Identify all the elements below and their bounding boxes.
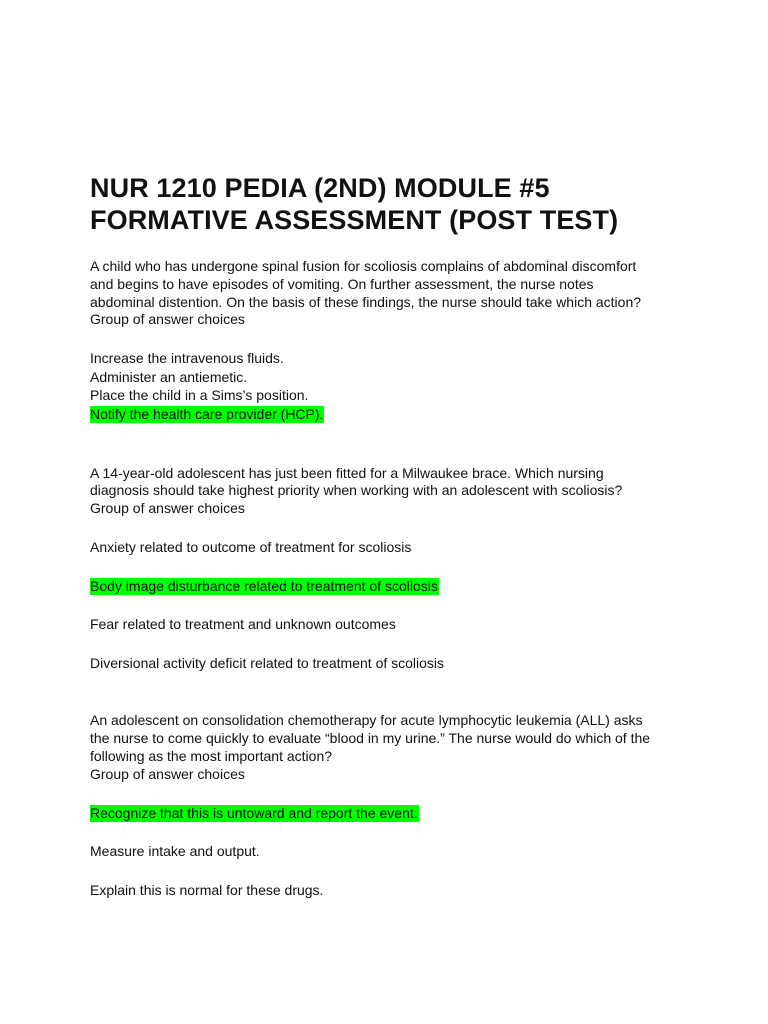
answer-choice: Increase the intravenous fluids. <box>90 350 284 367</box>
document-page <box>90 172 690 899</box>
answer-choice-highlighted <box>90 804 690 823</box>
answer-choice-highlighted <box>90 577 690 596</box>
question-stem-line: Group of answer choices <box>90 500 245 517</box>
correct-answer-highlight: Body image disturbance related to treatment of scoliosis <box>90 577 438 594</box>
answer-choice: Place the child in a Sims’s position. <box>90 387 309 404</box>
question-stem-line: Group of answer choices <box>90 311 245 328</box>
answer-choice: Measure intake and output. <box>90 843 260 860</box>
answer-choice-highlighted <box>90 405 690 424</box>
title-line-2: FORMATIVE ASSESSMENT (POST TEST) <box>90 205 619 235</box>
answer-choice: Administer an antiemetic. <box>90 368 248 385</box>
answer-choice: Anxiety related to outcome of treatment for scoliosis <box>90 538 412 555</box>
correct-answer-highlight: Notify the health care provider (HCP). <box>90 405 324 422</box>
question-3-stem <box>90 712 690 783</box>
question-stem-line: A child who has undergone spinal fusion for scoliosis complains of abdominal discomfort <box>90 258 637 274</box>
question-stem-line: the nurse to come quickly to evaluate “blood in my urine.” The nurse would do which of the <box>90 730 651 747</box>
question-2 <box>90 465 690 673</box>
question-1-stem <box>90 258 690 329</box>
question-stem-line: abdominal distention. On the basis of these findings, the nurse should take which action? <box>90 293 642 310</box>
question-3 <box>90 712 690 899</box>
document-title <box>90 172 690 236</box>
question-stem-line: diagnosis should take highest priority when working with an adolescent with scoliosis? <box>90 482 623 499</box>
question-2-stem <box>90 465 690 518</box>
answer-choice: Fear related to treatment and unknown outcomes <box>90 616 396 633</box>
question-stem-line: A 14-year-old adolescent has just been fitted for a Milwaukee brace. Which nursing <box>90 464 604 481</box>
question-stem-line: following as the most important action? <box>90 747 333 764</box>
question-stem-line: Group of answer choices <box>90 765 245 782</box>
title-line-1: NUR 1210 PEDIA (2ND) MODULE #5 <box>90 173 550 203</box>
correct-answer-highlight: Recognize that this is untoward and report the event. <box>90 804 418 821</box>
question-stem-line: An adolescent on consolidation chemotherapy for acute lymphocytic leukemia (ALL) asks <box>90 712 643 729</box>
answer-choice: Diversional activity deficit related to treatment of scoliosis <box>90 654 445 671</box>
answer-choice: Explain this is normal for these drugs. <box>90 881 324 898</box>
question-stem-line: and begins to have episodes of vomiting. On further assessment, the nurse notes <box>90 275 594 292</box>
question-1 <box>90 258 690 424</box>
